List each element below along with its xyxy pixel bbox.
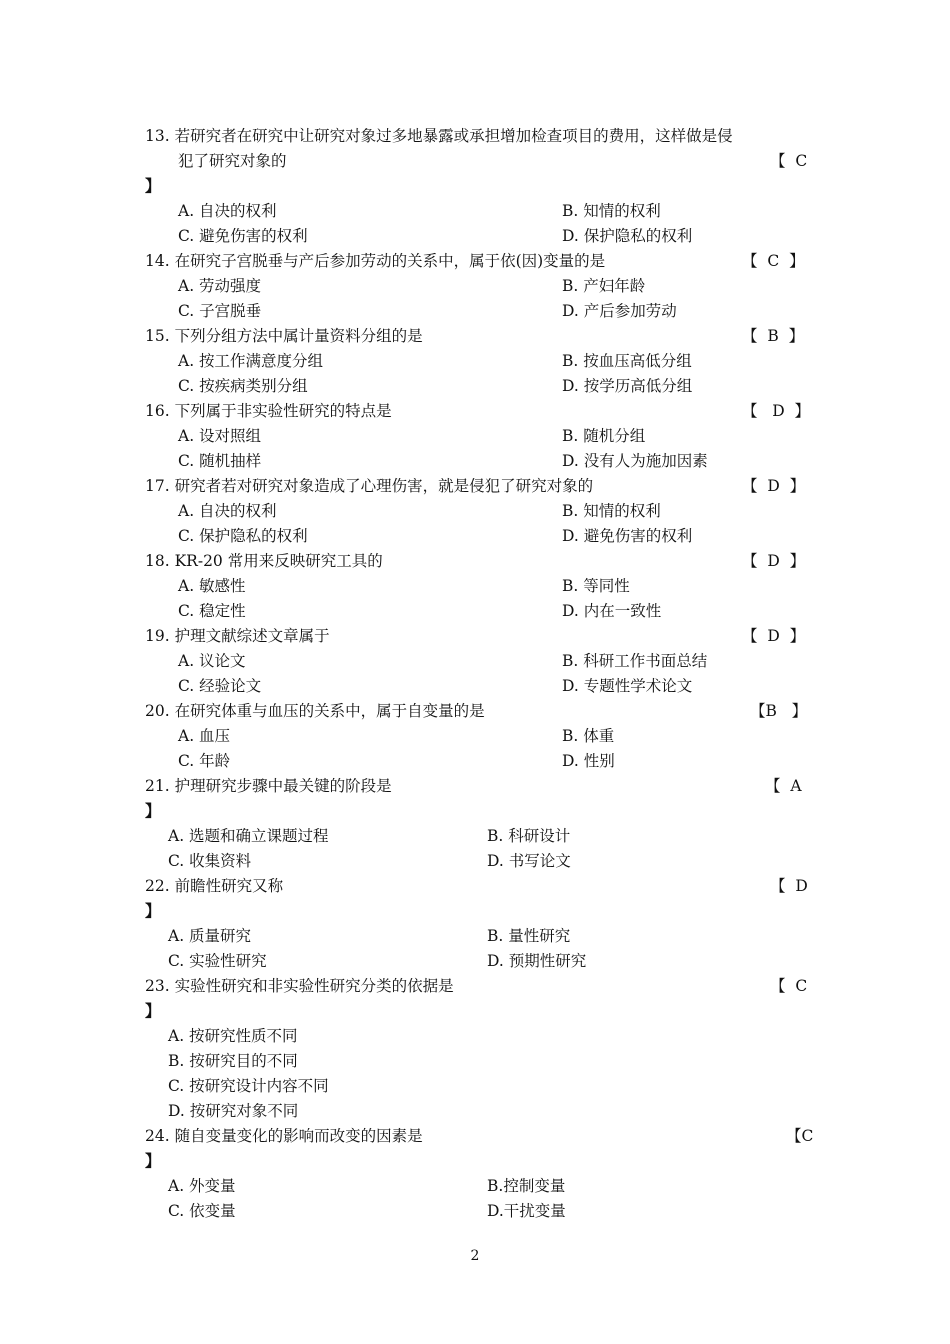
question-23-bracket-close: 】 <box>145 1001 161 1020</box>
q23-option-a: A. 按研究性质不同 <box>168 1027 298 1045</box>
q23-option-c: C. 按研究设计内容不同 <box>168 1077 329 1095</box>
q24-option-a: A. 外变量 <box>168 1177 236 1195</box>
question-15-text: 15. 下列分组方法中属计量资料分组的是 <box>145 327 423 345</box>
q22-option-a: A. 质量研究 <box>168 927 252 945</box>
q19-option-d: D. 专题性学术论文 <box>562 677 693 695</box>
q23-option-b: B. 按研究目的不同 <box>168 1052 298 1070</box>
q13-option-b: B. 知情的权利 <box>562 202 661 220</box>
q21-option-c: C. 收集资料 <box>168 852 252 870</box>
q20-option-d: D. 性别 <box>562 752 615 770</box>
q15-option-b: B. 按血压高低分组 <box>562 352 692 370</box>
q13-option-a: A. 自决的权利 <box>178 202 277 220</box>
question-14-text: 14. 在研究子宫脱垂与产后参加劳动的关系中，属于依(因)变量的是 <box>145 252 606 270</box>
question-14-answer: 【 C 】 <box>742 252 805 270</box>
question-22-bracket-close: 】 <box>145 901 161 920</box>
q13-option-d: D. 保护隐私的权利 <box>562 227 693 245</box>
q20-option-b: B. 体重 <box>562 727 615 745</box>
q19-option-c: C. 经验论文 <box>178 677 262 695</box>
question-23-text: 23. 实验性研究和非实验性研究分类的依据是 <box>145 977 454 995</box>
q22-option-c: C. 实验性研究 <box>168 952 267 970</box>
question-16-answer: 【 D 】 <box>742 402 811 420</box>
q19-option-a: A. 议论文 <box>178 652 246 670</box>
q15-option-a: A. 按工作满意度分组 <box>178 352 324 370</box>
question-19-answer: 【 D 】 <box>742 627 806 645</box>
q24-option-b: B.控制变量 <box>487 1177 566 1195</box>
question-22-text: 22. 前瞻性研究又称 <box>145 877 284 895</box>
page-number: 2 <box>470 1248 480 1264</box>
question-13-bracket-close: 】 <box>145 176 161 195</box>
q13-option-c: C. 避免伤害的权利 <box>178 227 308 245</box>
q17-option-a: A. 自决的权利 <box>178 502 277 520</box>
q23-option-d: D. 按研究对象不同 <box>168 1102 299 1120</box>
q21-option-a: A. 选题和确立课题过程 <box>168 827 329 845</box>
question-18-text: 18. KR-20 常用来反映研究工具的 <box>145 552 383 570</box>
question-16-text: 16. 下列属于非实验性研究的特点是 <box>145 402 392 420</box>
question-13-text: 13. 若研究者在研究中让研究对象过多地暴露或承担增加检查项目的费用，这样做是侵 <box>145 127 733 145</box>
question-24-text: 24. 随自变量变化的影响而改变的因素是 <box>145 1127 423 1145</box>
question-21-answer: 【 A <box>765 777 802 795</box>
q18-option-d: D. 内在一致性 <box>562 602 662 620</box>
question-21-bracket-close: 】 <box>145 801 161 820</box>
q17-option-b: B. 知情的权利 <box>562 502 661 520</box>
question-24-bracket-close: 】 <box>145 1151 161 1170</box>
q17-option-d: D. 避免伤害的权利 <box>562 527 693 545</box>
q18-option-b: B. 等同性 <box>562 577 630 595</box>
question-24-answer: 【C <box>786 1127 814 1145</box>
question-15-answer: 【 B 】 <box>742 327 805 345</box>
question-23-answer: 【 C <box>770 977 808 995</box>
q16-option-a: A. 设对照组 <box>178 427 262 445</box>
q18-option-a: A. 敏感性 <box>178 577 246 595</box>
question-20-text: 20. 在研究体重与血压的关系中，属于自变量的是 <box>145 702 485 720</box>
q19-option-b: B. 科研工作书面总结 <box>562 652 708 670</box>
q22-option-d: D. 预期性研究 <box>487 952 587 970</box>
q18-option-c: C. 稳定性 <box>178 602 246 620</box>
q20-option-c: C. 年龄 <box>178 752 231 770</box>
q22-option-b: B. 量性研究 <box>487 927 571 945</box>
q21-option-d: D. 书写论文 <box>487 852 571 870</box>
q16-option-d: D. 没有人为施加因素 <box>562 452 708 470</box>
q17-option-c: C. 保护隐私的权利 <box>178 527 308 545</box>
q14-option-a: A. 劳动强度 <box>178 277 262 295</box>
question-18-answer: 【 D 】 <box>742 552 806 570</box>
q24-option-d: D.干扰变量 <box>487 1202 566 1220</box>
question-19-text: 19. 护理文献综述文章属于 <box>145 627 330 645</box>
q14-option-d: D. 产后参加劳动 <box>562 302 677 320</box>
question-20-answer: 【B 】 <box>750 702 808 720</box>
q15-option-d: D. 按学历高低分组 <box>562 377 693 395</box>
question-13-text-cont: 犯了研究对象的 <box>178 152 287 170</box>
q16-option-c: C. 随机抽样 <box>178 452 262 470</box>
question-13-answer: 【 C <box>770 152 808 170</box>
question-22-answer: 【 D <box>770 877 808 895</box>
question-17-answer: 【 D 】 <box>742 477 806 495</box>
question-21-text: 21. 护理研究步骤中最关键的阶段是 <box>145 777 392 795</box>
q15-option-c: C. 按疾病类别分组 <box>178 377 308 395</box>
question-17-text: 17. 研究者若对研究对象造成了心理伤害，就是侵犯了研究对象的 <box>145 477 594 495</box>
q24-option-c: C. 依变量 <box>168 1202 236 1220</box>
q14-option-b: B. 产妇年龄 <box>562 277 646 295</box>
q14-option-c: C. 子宫脱垂 <box>178 302 262 320</box>
q16-option-b: B. 随机分组 <box>562 427 646 445</box>
q21-option-b: B. 科研设计 <box>487 827 571 845</box>
q20-option-a: A. 血压 <box>178 727 231 745</box>
